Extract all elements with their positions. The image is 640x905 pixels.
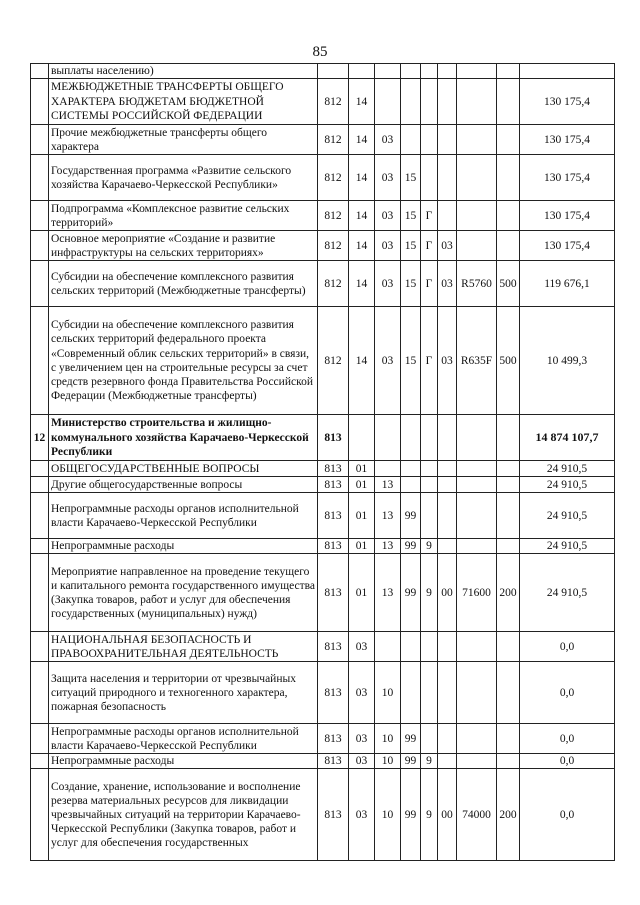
expense-type-cell: [497, 493, 520, 539]
grbs-code-cell: 812: [318, 125, 349, 155]
table-row: [31, 554, 615, 632]
subprogram-code-cell: [421, 662, 438, 724]
program-code-cell: [401, 64, 421, 79]
section-code-cell: 03: [349, 632, 375, 662]
grbs-code-cell: 813: [318, 477, 349, 493]
section-code-cell: 03: [349, 754, 375, 769]
section-code-cell: 14: [349, 231, 375, 261]
amount-cell: 0,0: [520, 662, 615, 724]
row-name-cell: Субсидии на обеспечение комплексного развития сельских территорий (Межбюджетные трансферты): [49, 261, 318, 307]
program-code-cell: 15: [401, 261, 421, 307]
subsection-code-cell: [375, 461, 401, 477]
subsection-code-cell: 03: [375, 201, 401, 231]
amount-cell: 130 175,4: [520, 201, 615, 231]
program-code-cell: 15: [401, 307, 421, 415]
activity-code-cell: [438, 125, 457, 155]
expense-type-cell: [497, 415, 520, 461]
subprogram-code-cell: 9: [421, 769, 438, 861]
direction-code-cell: [457, 155, 497, 201]
expense-type-cell: 200: [497, 554, 520, 632]
subprogram-code-cell: Г: [421, 201, 438, 231]
row-number-cell: [31, 632, 49, 662]
row-name-cell: Субсидии на обеспечение комплексного развития сельских территорий федерального проекта «Современный облик сельских территорий» в связи, с увеличением цен на строительные ресурсы за счет средств резервного фонда Правительства Российской Федерации (Межбюджетные трансферты): [49, 307, 318, 415]
subsection-code-cell: 10: [375, 754, 401, 769]
section-code-cell: 03: [349, 662, 375, 724]
subprogram-code-cell: [421, 79, 438, 125]
section-code-cell: 14: [349, 201, 375, 231]
program-code-cell: 99: [401, 769, 421, 861]
table-row: [31, 415, 615, 461]
subsection-code-cell: 03: [375, 155, 401, 201]
program-code-cell: 99: [401, 493, 421, 539]
row-name-cell: Основное мероприятие «Создание и развитие инфраструктуры на сельских территориях»: [49, 231, 318, 261]
direction-code-cell: [457, 79, 497, 125]
expense-type-cell: [497, 724, 520, 754]
subprogram-code-cell: Г: [421, 307, 438, 415]
table-row: [31, 155, 615, 201]
activity-code-cell: [438, 632, 457, 662]
direction-code-cell: [457, 201, 497, 231]
direction-code-cell: R5760: [457, 261, 497, 307]
activity-code-cell: [438, 662, 457, 724]
row-name-cell: Прочие межбюджетные трансферты общего характера: [49, 125, 318, 155]
subprogram-code-cell: [421, 461, 438, 477]
subprogram-code-cell: [421, 632, 438, 662]
direction-code-cell: [457, 539, 497, 554]
subsection-code-cell: 03: [375, 125, 401, 155]
expense-type-cell: 500: [497, 261, 520, 307]
direction-code-cell: [457, 64, 497, 79]
subprogram-code-cell: [421, 477, 438, 493]
subsection-code-cell: [375, 64, 401, 79]
subsection-code-cell: 03: [375, 261, 401, 307]
table-row: [31, 261, 615, 307]
grbs-code-cell: [318, 64, 349, 79]
subprogram-code-cell: Г: [421, 231, 438, 261]
row-number-cell: [31, 261, 49, 307]
program-code-cell: [401, 632, 421, 662]
subsection-code-cell: 13: [375, 477, 401, 493]
section-code-cell: 14: [349, 125, 375, 155]
expense-type-cell: [497, 477, 520, 493]
table-row: [31, 539, 615, 554]
table-row: [31, 662, 615, 724]
subsection-code-cell: 13: [375, 493, 401, 539]
table-row: [31, 231, 615, 261]
subsection-code-cell: [375, 79, 401, 125]
row-name-cell: ОБЩЕГОСУДАРСТВЕННЫЕ ВОПРОСЫ: [49, 461, 318, 477]
amount-cell: 14 874 107,7: [520, 415, 615, 461]
row-number-cell: [31, 493, 49, 539]
row-number-cell: 12: [31, 415, 49, 461]
section-code-cell: 01: [349, 539, 375, 554]
direction-code-cell: 74000: [457, 769, 497, 861]
expense-type-cell: [497, 754, 520, 769]
direction-code-cell: [457, 493, 497, 539]
expense-type-cell: [497, 632, 520, 662]
section-code-cell: [349, 415, 375, 461]
subprogram-code-cell: 9: [421, 539, 438, 554]
program-code-cell: 99: [401, 554, 421, 632]
grbs-code-cell: 813: [318, 632, 349, 662]
row-number-cell: [31, 231, 49, 261]
row-name-cell: Создание, хранение, использование и восполнение резерва материальных ресурсов для ликвидации чрезвычайных ситуаций на территории Карачаево-Черкесской Республики (Закупка товаров, работ и услуг для обеспечения государственных: [49, 769, 318, 861]
grbs-code-cell: 812: [318, 155, 349, 201]
amount-cell: 0,0: [520, 754, 615, 769]
row-number-cell: [31, 64, 49, 79]
amount-cell: 119 676,1: [520, 261, 615, 307]
row-name-cell: Другие общегосударственные вопросы: [49, 477, 318, 493]
direction-code-cell: [457, 632, 497, 662]
activity-code-cell: [438, 724, 457, 754]
row-number-cell: [31, 754, 49, 769]
direction-code-cell: [457, 125, 497, 155]
program-code-cell: 99: [401, 539, 421, 554]
expense-type-cell: [497, 79, 520, 125]
subsection-code-cell: 10: [375, 724, 401, 754]
row-name-cell: Непрограммные расходы органов исполнительной власти Карачаево-Черкесской Республики: [49, 724, 318, 754]
activity-code-cell: [438, 493, 457, 539]
subsection-code-cell: 10: [375, 769, 401, 861]
program-code-cell: [401, 79, 421, 125]
direction-code-cell: R635F: [457, 307, 497, 415]
grbs-code-cell: 813: [318, 539, 349, 554]
direction-code-cell: [457, 754, 497, 769]
row-number-cell: [31, 724, 49, 754]
amount-cell: [520, 64, 615, 79]
program-code-cell: 15: [401, 231, 421, 261]
expense-type-cell: [497, 201, 520, 231]
row-number-cell: [31, 769, 49, 861]
subprogram-code-cell: [421, 125, 438, 155]
grbs-code-cell: 812: [318, 261, 349, 307]
table-row: [31, 754, 615, 769]
section-code-cell: 03: [349, 769, 375, 861]
row-number-cell: [31, 662, 49, 724]
activity-code-cell: 03: [438, 307, 457, 415]
row-name-cell: Мероприятие направленное на проведение текущего и капитального ремонта государственного имущества (Закупка товаров, работ и услуг для обеспечения государственных (муниципальных) нужд): [49, 554, 318, 632]
table-row: [31, 461, 615, 477]
row-name-cell: Защита населения и территории от чрезвычайных ситуаций природного и техногенного характера, пожарная безопасность: [49, 662, 318, 724]
expense-type-cell: 200: [497, 769, 520, 861]
program-code-cell: 15: [401, 155, 421, 201]
amount-cell: 10 499,3: [520, 307, 615, 415]
grbs-code-cell: 813: [318, 461, 349, 477]
row-name-cell: Непрограммные расходы органов исполнительной власти Карачаево-Черкесской Республики: [49, 493, 318, 539]
budget-table-body: [31, 64, 615, 861]
activity-code-cell: 00: [438, 769, 457, 861]
subprogram-code-cell: Г: [421, 261, 438, 307]
expense-type-cell: 500: [497, 307, 520, 415]
row-name-cell: НАЦИОНАЛЬНАЯ БЕЗОПАСНОСТЬ И ПРАВООХРАНИТЕЛЬНАЯ ДЕЯТЕЛЬНОСТЬ: [49, 632, 318, 662]
grbs-code-cell: 813: [318, 754, 349, 769]
grbs-code-cell: 813: [318, 769, 349, 861]
amount-cell: 130 175,4: [520, 79, 615, 125]
expense-type-cell: [497, 125, 520, 155]
subprogram-code-cell: [421, 493, 438, 539]
expense-type-cell: [497, 231, 520, 261]
program-code-cell: [401, 477, 421, 493]
grbs-code-cell: 812: [318, 79, 349, 125]
program-code-cell: [401, 125, 421, 155]
table-row: [31, 493, 615, 539]
section-code-cell: 03: [349, 724, 375, 754]
table-row: [31, 477, 615, 493]
section-code-cell: 01: [349, 554, 375, 632]
amount-cell: 24 910,5: [520, 554, 615, 632]
program-code-cell: [401, 461, 421, 477]
row-number-cell: [31, 79, 49, 125]
activity-code-cell: 00: [438, 554, 457, 632]
subprogram-code-cell: [421, 155, 438, 201]
row-number-cell: [31, 155, 49, 201]
grbs-code-cell: 813: [318, 493, 349, 539]
expense-type-cell: [497, 539, 520, 554]
section-code-cell: 01: [349, 477, 375, 493]
row-number-cell: [31, 201, 49, 231]
table-row: [31, 307, 615, 415]
row-number-cell: [31, 461, 49, 477]
subsection-code-cell: 03: [375, 307, 401, 415]
grbs-code-cell: 813: [318, 554, 349, 632]
grbs-code-cell: 812: [318, 307, 349, 415]
section-code-cell: 14: [349, 155, 375, 201]
section-code-cell: 01: [349, 461, 375, 477]
subprogram-code-cell: 9: [421, 554, 438, 632]
direction-code-cell: [457, 477, 497, 493]
program-code-cell: 99: [401, 724, 421, 754]
budget-table: [30, 63, 615, 861]
subprogram-code-cell: [421, 415, 438, 461]
subsection-code-cell: 13: [375, 539, 401, 554]
page-number: 85: [312, 44, 328, 60]
subprogram-code-cell: [421, 64, 438, 79]
row-name-cell: Государственная программа «Развитие сельского хозяйства Карачаево-Черкесской Республики»: [49, 155, 318, 201]
direction-code-cell: [457, 231, 497, 261]
program-code-cell: 15: [401, 201, 421, 231]
table-row: [31, 79, 615, 125]
expense-type-cell: [497, 461, 520, 477]
amount-cell: 0,0: [520, 724, 615, 754]
expense-type-cell: [497, 662, 520, 724]
row-number-cell: [31, 554, 49, 632]
table-row: [31, 64, 615, 79]
grbs-code-cell: 813: [318, 662, 349, 724]
program-code-cell: 99: [401, 754, 421, 769]
activity-code-cell: [438, 79, 457, 125]
grbs-code-cell: 813: [318, 724, 349, 754]
amount-cell: 24 910,5: [520, 461, 615, 477]
subprogram-code-cell: 9: [421, 754, 438, 769]
section-code-cell: 14: [349, 261, 375, 307]
section-code-cell: 14: [349, 307, 375, 415]
amount-cell: 24 910,5: [520, 539, 615, 554]
row-name-cell: Министерство строительства и жилищно-коммунального хозяйства Карачаево-Черкесской Республики: [49, 415, 318, 461]
amount-cell: 130 175,4: [520, 155, 615, 201]
table-row: [31, 125, 615, 155]
row-name-cell: Непрограммные расходы: [49, 539, 318, 554]
table-row: [31, 201, 615, 231]
activity-code-cell: [438, 539, 457, 554]
row-number-cell: [31, 307, 49, 415]
activity-code-cell: [438, 477, 457, 493]
row-name-cell: выплаты населению): [49, 64, 318, 79]
table-row: [31, 632, 615, 662]
row-name-cell: Непрограммные расходы: [49, 754, 318, 769]
section-code-cell: [349, 64, 375, 79]
row-number-cell: [31, 125, 49, 155]
grbs-code-cell: 812: [318, 231, 349, 261]
direction-code-cell: [457, 724, 497, 754]
direction-code-cell: [457, 461, 497, 477]
row-name-cell: Подпрограмма «Комплексное развитие сельских территорий»: [49, 201, 318, 231]
activity-code-cell: [438, 64, 457, 79]
section-code-cell: 14: [349, 79, 375, 125]
amount-cell: 0,0: [520, 632, 615, 662]
direction-code-cell: [457, 662, 497, 724]
amount-cell: 24 910,5: [520, 477, 615, 493]
activity-code-cell: 03: [438, 261, 457, 307]
amount-cell: 24 910,5: [520, 493, 615, 539]
activity-code-cell: [438, 754, 457, 769]
subsection-code-cell: 13: [375, 554, 401, 632]
subsection-code-cell: [375, 632, 401, 662]
table-row: [31, 769, 615, 861]
amount-cell: 130 175,4: [520, 125, 615, 155]
amount-cell: 130 175,4: [520, 231, 615, 261]
table-row: [31, 724, 615, 754]
row-number-cell: [31, 477, 49, 493]
row-number-cell: [31, 539, 49, 554]
direction-code-cell: [457, 415, 497, 461]
expense-type-cell: [497, 155, 520, 201]
activity-code-cell: [438, 201, 457, 231]
expense-type-cell: [497, 64, 520, 79]
grbs-code-cell: 812: [318, 201, 349, 231]
activity-code-cell: 03: [438, 231, 457, 261]
activity-code-cell: [438, 461, 457, 477]
section-code-cell: 01: [349, 493, 375, 539]
subsection-code-cell: [375, 415, 401, 461]
amount-cell: 0,0: [520, 769, 615, 861]
subsection-code-cell: 10: [375, 662, 401, 724]
subprogram-code-cell: [421, 724, 438, 754]
program-code-cell: [401, 662, 421, 724]
subsection-code-cell: 03: [375, 231, 401, 261]
program-code-cell: [401, 415, 421, 461]
direction-code-cell: 71600: [457, 554, 497, 632]
activity-code-cell: [438, 415, 457, 461]
grbs-code-cell: 813: [318, 415, 349, 461]
activity-code-cell: [438, 155, 457, 201]
row-name-cell: МЕЖБЮДЖЕТНЫЕ ТРАНСФЕРТЫ ОБЩЕГО ХАРАКТЕРА БЮДЖЕТАМ БЮДЖЕТНОЙ СИСТЕМЫ РОССИЙСКОЙ ФЕДЕРАЦИИ: [49, 79, 318, 125]
